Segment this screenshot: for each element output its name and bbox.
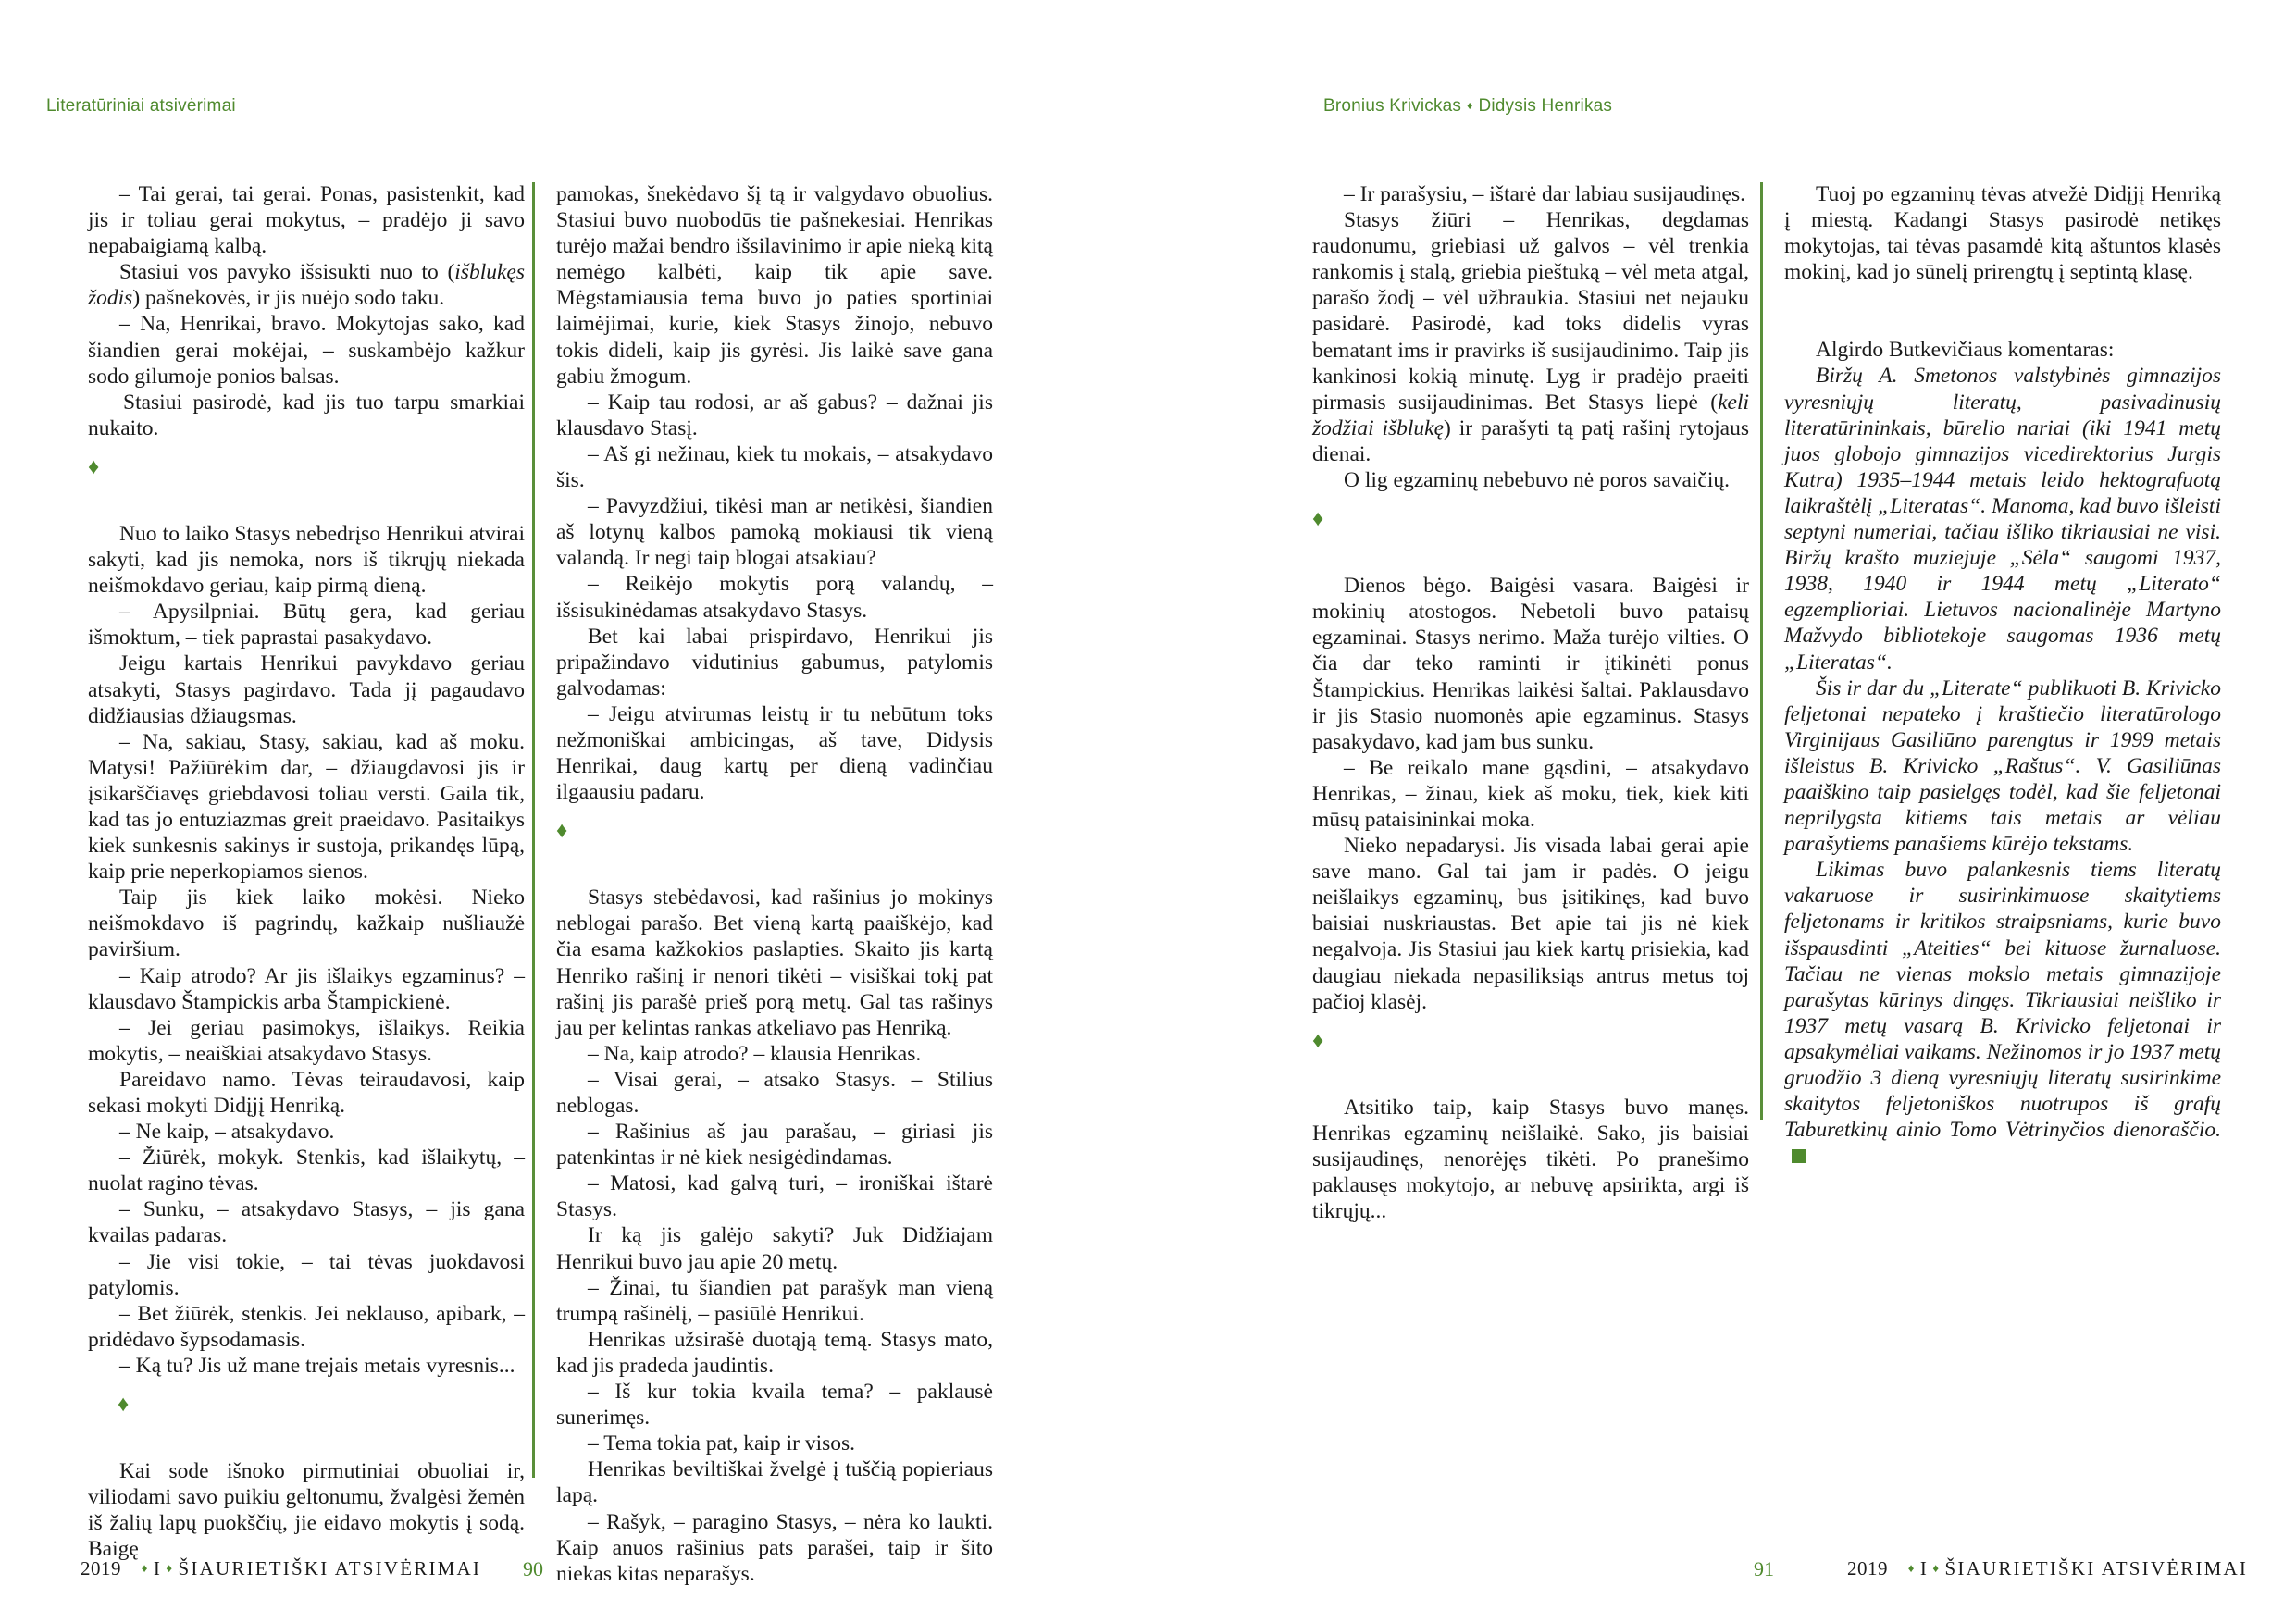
footer-diamond-icon: ♦ — [1932, 1561, 1940, 1575]
faded-word-note: išblukęs žodis — [88, 260, 525, 311]
paragraph: Nuo to laiko Stasys nebedrįso Henrikui atvirai sakyti, kad jis nemoka, nors iš tikrųjų niekada neišmokdavo geriau, kaip pirmą dieną. — [88, 521, 525, 599]
section-break-diamond-icon: ♦ — [88, 454, 100, 479]
column-4 — [1784, 181, 2221, 1169]
column-2 — [556, 181, 993, 1587]
paragraph: O lig egzaminų nebebuvo nė poros savaičių. — [1344, 468, 1731, 493]
paragraph: – Kaip atrodo? Ar jis išlaikys egzaminus? – klausdavo Štampickis arba Štampickienė. — [88, 963, 525, 1014]
paragraph: – Ne kaip, – atsakydavo. — [119, 1120, 335, 1145]
paragraph: – Žinai, tu šiandien pat parašyk man vieną trumpą rašinėlį, – pasiūlė Henrikui. — [556, 1275, 993, 1326]
paragraph: Stasys stebėdavosi, kad rašinius jo mokinys neblogai parašo. Bet vieną kartą paaiškėjo, kad čia esama kažkokios paslapties. Skaito jis kartą Henriko rašinį ir nenori tikėti – visiškai tokį pat rašinį jis parašė prieš porą metų. Gal tas rašinys jau per kelintas rankas atkeliavo pas Henriką. — [556, 886, 993, 1040]
paragraph: Tuoj po egzaminų tėvas atvežė Didįjį Henriką į miestą. Kadangi Stasys pasirodė netikęs mokytojas, tai tėvas pasamdė kitą aštuntos klasės mokinį, kad jo sūnelį prirengtų į septintą klasę. — [1784, 182, 2221, 285]
paragraph: Ir ką jis galėjo sakyti? Juk Didžiajam Henrikui buvo jau apie 20 metų. — [556, 1223, 993, 1274]
footer-diamond-icon: ♦ — [166, 1561, 173, 1575]
paragraph: – Visai gerai, – atsako Stasys. – Stilius neblogas. — [556, 1067, 993, 1118]
paragraph: – Tema tokia pat, kaip ir visos. — [588, 1431, 856, 1456]
paragraph: – Na, sakiau, Stasy, sakiau, kad aš moku. Matysi! Pažiūrėkim dar, – džiaugdavosi jis ir įsikarščiavęs griebdavosi toliau versti. Gaila tik, kad tas jo entuziazmas greit praeidavo. Pasitaikys kiek sunkesnis sakinys ir sustoja, prikandęs lūpą, kaip prie neperkopiamos sienos. — [88, 729, 525, 885]
column-3 — [1312, 181, 1749, 1224]
paragraph: – Jie visi tokie, – tai tėvas juokdavosi patylomis. — [88, 1249, 525, 1300]
paragraph: – Ir parašysiu, – ištarė dar labiau susijaudinęs. — [1344, 182, 1745, 206]
footer-issue: I — [153, 1557, 161, 1580]
section-break-diamond-icon: ♦ — [118, 1393, 130, 1418]
footer-year: 2019 — [81, 1557, 121, 1580]
section-break-diamond-icon: ♦ — [1312, 1028, 1324, 1053]
paragraph: – Kaip tau rodosi, ar aš gabus? – dažnai jis klausdavo Stasį. — [556, 390, 993, 440]
running-header-right — [1323, 96, 1612, 117]
faded-words-note: keli žodžiai išblukę — [1312, 390, 1749, 440]
commentary-heading: Algirdo Butkevičiaus komentaras: — [1816, 338, 2115, 363]
page-number-right: 91 — [1754, 1557, 1774, 1580]
paragraph: Atsitiko taip, kaip Stasys buvo manęs. Henrikas egzaminų neišlaikė. Sako, jis baisiai susijaudinęs, nenorėjęs tikėti. Po pranešimo paklausęs mokytojo, ar nebuvę apsirikta, argi iš tikrųjų... — [1312, 1095, 1749, 1224]
column-divider — [1760, 182, 1763, 1120]
header-story-title: Didysis Henrikas — [1478, 96, 1613, 116]
paragraph: – Na, Henrikai, bravo. Mokytojas sako, kad šiandien gerai mokėjai, – suskambėjo kažkur sodo gilumoje ponios balsas. — [88, 312, 525, 389]
paragraph: Dienos bėgo. Baigėsi vasara. Baigėsi ir mokinių atostogos. Nebetoli buvo pataisų egzaminai. Stasys nerimo. Maža turėjo vilties. O čia dar teko raminti ir įtikinėti ponus Štampickius. Henrikas laikėsi šaltai. Paklausdavo ir jis Stasio nuomonės apie egzaminus. Stasys pasakydavo, kad jam bus sunku. — [1312, 574, 1749, 754]
paragraph: Henrikas užsirašė duotąją temą. Stasys mato, kad jis pradeda jaudintis. — [556, 1327, 993, 1378]
paragraph: Stasiui pasirodė, kad jis tuo tarpu smarkiai nukaito. — [88, 390, 525, 440]
paragraph: Taip jis kiek laiko mokėsi. Nieko neišmokdavo iš pagrindų, kažkaip nušliaužė paviršium. — [88, 886, 525, 962]
paragraph: – Iš kur tokia kvaila tema? – paklausė sunerimęs. — [556, 1380, 993, 1431]
commentary — [1784, 363, 2221, 1169]
paragraph: – Apysilpniai. Būtų gera, kad geriau išmoktum, – tiek paprastai pasakydavo. — [88, 600, 525, 650]
paragraph: – Aš gi nežinau, kiek tu mokais, – atsakydavo šis. — [556, 441, 993, 493]
footer-right — [1847, 1557, 2248, 1580]
page-number-left: 90 — [523, 1557, 543, 1580]
paragraph: Kai sode išnoko pirmutiniai obuoliai ir, viliodami savo puikiu geltonumu, žvalgėsi žemėn iš žalių lapų puokščių, jie eidavo mokytis į sodą. Baigę — [88, 1459, 525, 1562]
column-1 — [88, 181, 525, 1562]
paragraph: – Be reikalo mane gąsdini, – atsakydavo Henrikas, – žinau, kiek aš moku, tiek, kiek kiti mūsų pataisininkai moka. — [1312, 755, 1749, 832]
footer-journal-title: ŠIAURIETIŠKI ATSIVĖRIMAI — [178, 1557, 482, 1580]
footer-diamond-icon: ♦ — [1907, 1561, 1915, 1575]
footer-journal-title: ŠIAURIETIŠKI ATSIVĖRIMAI — [1944, 1557, 2249, 1580]
column-divider — [532, 182, 535, 1478]
paragraph: – Žiūrėk, mokyk. Stenkis, kad išlaikytų, – nuolat ragino tėvas. — [88, 1146, 525, 1196]
commentary-paragraph: Biržų A. Smetonos valstybinės gimnazijos vyresniųjų literatų, pasivadinusių literatūrininkais, būrelio nariai (iki 1941 metų juos globojo gimnazijos vicedirektorius Jurgis Kutra) 1935–1944 metais leido hektografuotą laikraštėlį „Literatas“. Manoma, kad buvo išleisti septyni numeriai, tačiau išliko tikriausiai ne visi. Biržų krašto muziejuje „Sėla“ saugomi 1937, 1938, 1940 ir 1944 metų „Literato“ egzemplioriai. Lietuvos nacionalinėje Martyno Mažvydo bibliotekoje saugomas 1936 metų „Literatas“. — [1784, 364, 2221, 675]
footer-year: 2019 — [1847, 1557, 1888, 1580]
paragraph: Nieko nepadarysi. Jis visada labai gerai apie save mano. Gal tai jam ir padės. O jeigu neišlaikys egzaminų, bus įsitikinęs, kad buvo baisiai nuskriaustas. Bet apie tai jis nė kiek negalvoja. Jis Stasiui jau kiek kartų prisiekia, kad daugiau niekada nepasiliksiąs antrus metus toj pačioj klasėj. — [1312, 834, 1749, 1014]
paragraph: – Jeigu atvirumas leistų ir tu nebūtum toks nežmoniškai ambicingas, aš tave, Didysis Henrikai, daug kartų per dieną vadinčiau ilgaausiu padaru. — [556, 701, 993, 805]
paragraph: – Bet žiūrėk, stenkis. Jei neklauso, apibark, – pridėdavo šypsodamasis. — [88, 1301, 525, 1352]
footer-diamond-icon: ♦ — [141, 1561, 148, 1575]
paragraph: Henrikas beviltiškai žvelgė į tuščią popieriaus lapą. — [556, 1457, 993, 1508]
paragraph: – Na, kaip atrodo? – klausia Henrikas. — [588, 1041, 922, 1066]
paragraph: Jeigu kartais Henrikui pavykdavo geriau atsakyti, Stasys pagirdavo. Tada jį pagaudavo didžiausias džiaugsmas. — [88, 651, 525, 728]
running-header-left: Literatūriniai atsivėrimai — [46, 96, 236, 116]
header-diamond-icon: ♦ — [1467, 99, 1473, 112]
section-break-diamond-icon: ♦ — [556, 819, 568, 844]
footer-issue: I — [1919, 1557, 1928, 1580]
paragraph: – Ką tu? Jis už mane trejais metais vyresnis... — [119, 1353, 515, 1378]
paragraph: – Rašyk, – paragino Stasys, – nėra ko laukti. Kaip anuos rašinius pats parašei, taip ir šito niekas kitas neparašys. — [556, 1509, 993, 1586]
end-of-article-square-icon — [1792, 1149, 1806, 1163]
commentary-paragraph: Šis ir dar du „Literate“ publikuoti B. Krivicko feljetonai nepateko į kraštiečio literatūrologo Virginijaus Gasiliūno parengtus ir 1999 metais išleistus B. Krivicko „Raštus“. V. Gasiliūnas paaiškino taip pasielgęs todėl, kad šie feljetonai neprilygsta kitiems tais metais ar vėliau parašytiems panašiems kūrėjo tekstams. — [1784, 675, 2221, 857]
paragraph: – Pavyzdžiui, tikėsi man ar netikėsi, šiandien aš lotynų kalbos pamoką mokiausi tik vieną valandą. Ir negi taip blogai atsakiau? — [556, 494, 993, 571]
paragraph: Bet kai labai prispirdavo, Henrikui jis pripažindavo vidutinius gabumus, patylomis galvodamas: — [556, 624, 993, 700]
section-break-diamond-icon: ♦ — [1312, 507, 1324, 532]
paragraph: Stasys žiūri – Henrikas, degdamas raudonumu, griebiasi už galvos – vėl trenkia rankomis į stalą, griebia pieštuką – vėl meta atgal, parašo žodį – vėl užbraukia. Stasiui net nejauku pasidarė. Pasirodė, kad toks didelis vyras bematant ims ir pravirks iš susijaudinimo. Taip jis kankinosi kokią minutę. Lyg ir pradėjo praeiti pirmasis susijaudinimas. Bet Stasys liepė (keli žodžiai išblukę) ir parašyti tą patį rašinį rytojaus dienai. — [1312, 208, 1749, 466]
paragraph: – Matosi, kad galvą turi, – ironiškai ištarė Stasys. — [556, 1171, 993, 1222]
paragraph: Stasiui vos pavyko išsisukti nuo to (išblukęs žodis) pašnekovės, ir jis nuėjo sodo taku. — [88, 260, 525, 311]
paragraph: – Sunku, – atsakydavo Stasys, – jis gana kvailas padaras. — [88, 1197, 525, 1248]
paragraph: – Reikėjo mokytis porą valandų, – išsisukinėdamas atsakydavo Stasys. — [556, 572, 993, 623]
paragraph: – Jei geriau pasimokys, išlaikys. Reikia mokytis, – neaiškiai atsakydavo Stasys. — [88, 1015, 525, 1066]
footer-left — [81, 1557, 481, 1580]
paragraph: – Tai gerai, tai gerai. Ponas, pasistenkit, kad jis ir toliau gerai mokytus, – pradėjo ji savo nepabaigiamą kalbą. — [88, 182, 525, 259]
header-author: Bronius Krivickas — [1323, 96, 1462, 116]
commentary-paragraph: Likimas buvo palankesnis tiems literatų vakaruose ir susirinkimuose skaitytiems feljetonams ir kritikos straipsniams, kurie buvo išspausdinti „Ateities“ bei kituose žurnaluose. Tačiau ne vienas mokslo metais gimnazijoje parašytas kūrinys dingęs. Tikriausiai neišliko ir 1937 metų vasarą B. Krivicko feljetonai ir apsakymėliai vaikams. Nežinomos ir jo 1937 metų gruodžio 3 dieną vyresniųjų literatų susirinkime skaitytos feljetoniškos nuotrupos iš grafų Taburetkinų ainio Tomo Vėtrinyčios dienoraščio. — [1784, 857, 2221, 1169]
paragraph: – Rašinius aš jau parašau, – giriasi jis patenkintas ir nė kiek nesigėdindamas. — [556, 1120, 993, 1171]
paragraph: pamokas, šnekėdavo šį tą ir valgydavo obuolius. Stasiui buvo nuobodūs tie pašnekesiai. Henrikas turėjo mažai bendro išsilavinimo ir apie nieką kitą nemėgo kalbėti, kaip tik apie save. Mėgstamiausia tema buvo jo paties sportiniai laimėjimai, kurie, kiek Stasys žinojo, nebuvo tokis dideli, kaip jis gyrėsi. Jis laikė save gana gabiu žmogum. — [556, 182, 993, 389]
paragraph: Pareidavo namo. Tėvas teiraudavosi, kaip sekasi mokyti Didįjį Henriką. — [88, 1067, 525, 1118]
